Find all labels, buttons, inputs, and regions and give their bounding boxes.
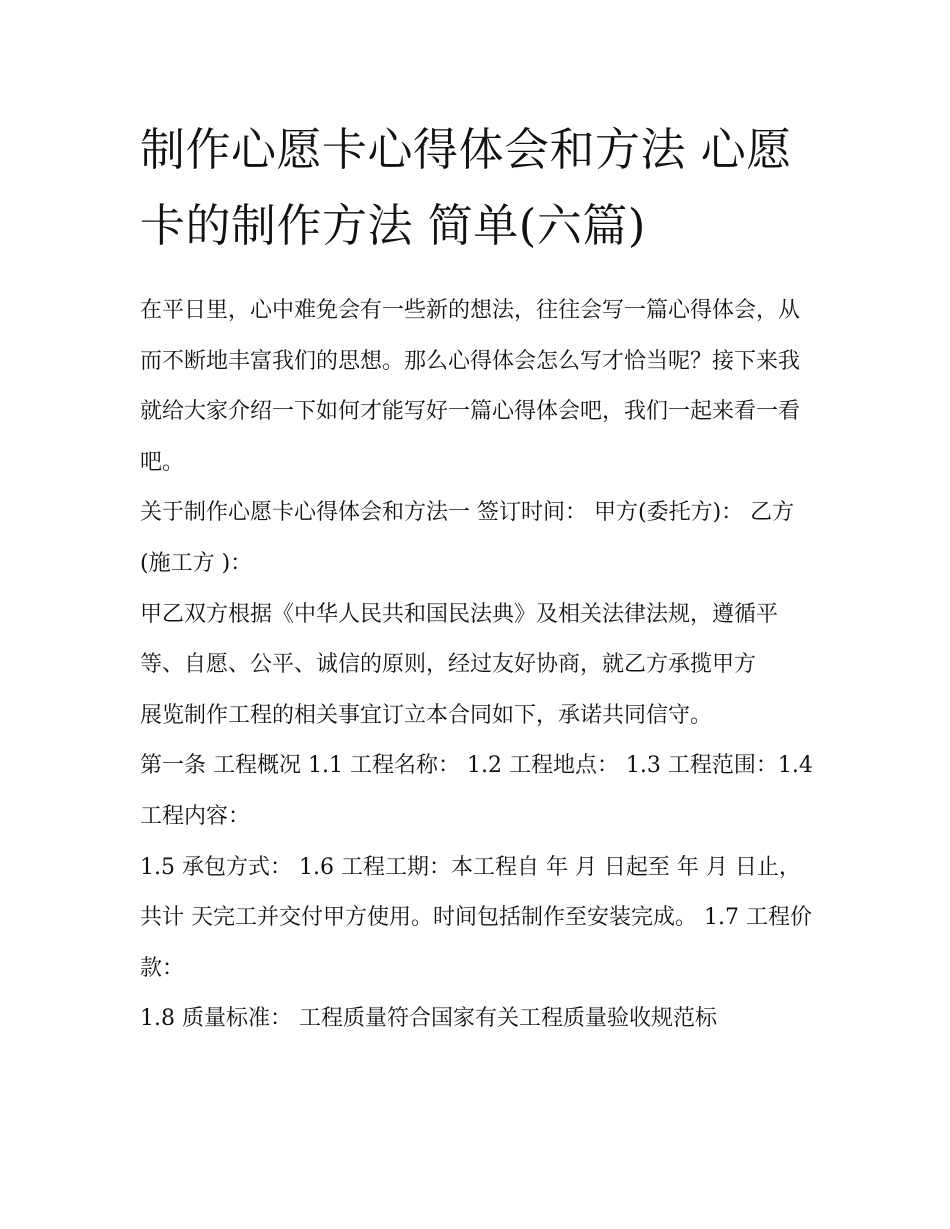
paragraph-signing-info: 关于制作心愿卡心得体会和方法一 签订时间： 甲方(委托方)： 乙方(施工方 )：: [140, 500, 795, 576]
paragraph-contract-purpose: 展览制作工程的相关事宜订立本合同如下，承诺共同信守。: [140, 702, 713, 728]
paragraph-quality-standard: 1.8 质量标准： 工程质量符合国家有关工程质量验收规范标: [140, 1006, 717, 1032]
paragraph-agreement-basis: 甲乙双方根据《中华人民共和国民法典》及相关法律法规，遵循平等、自愿、公平、诚信的原则，经过友好协商，就乙方承揽甲方: [140, 601, 779, 678]
document-page: [140, 112, 815, 1045]
paragraph-schedule: 1.5 承包方式： 1.6 工程工期：本工程自 年 月 日起至 年 月 日止，共计 天完工并交付甲方使用。时间包括制作至安装完成。 1.7 工程价款：: [140, 854, 812, 981]
paragraph-intro: 在平日里，心中难免会有一些新的想法，往往会写一篇心得体会，从而不断地丰富我们的思想。那么心得体会怎么写才恰当呢？接下来我就给大家介绍一下如何才能写好一篇心得体会吧，我们一起来看一看吧。: [140, 298, 801, 475]
document-title: 制作心愿卡心得体会和方法 心愿卡的制作方法 简单(六篇): [140, 123, 792, 252]
paragraph-article-one: 第一条 工程概况 1.1 工程名称： 1.2 工程地点： 1.3 工程范围：1.4 工程内容：: [140, 753, 813, 829]
